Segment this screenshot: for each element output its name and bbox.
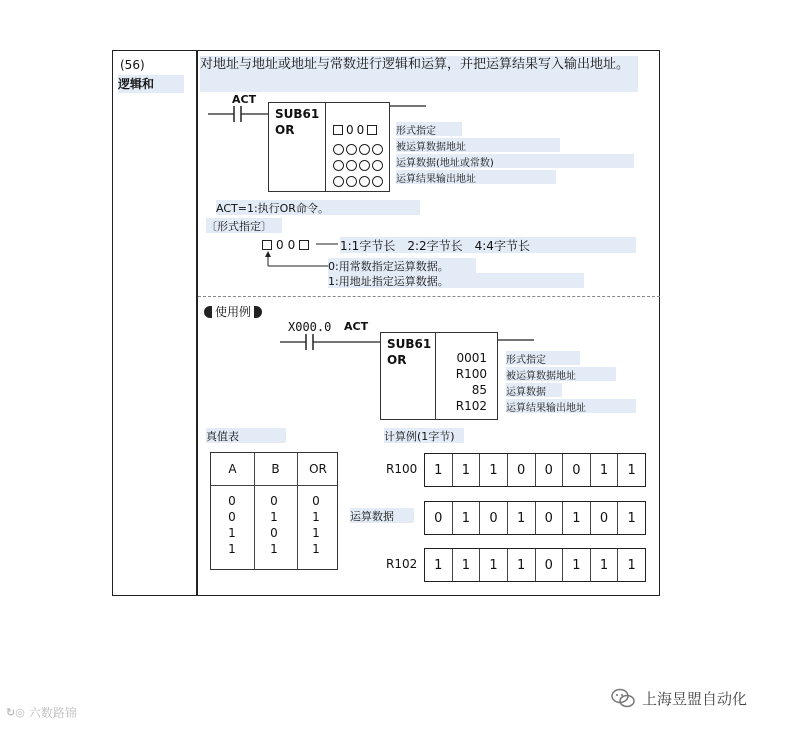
bit-cell: 1 xyxy=(627,510,636,526)
bit-cell: 1 xyxy=(480,549,508,581)
example-header xyxy=(204,303,262,320)
truth-header-b: B xyxy=(271,462,280,476)
column-divider xyxy=(196,50,198,596)
bit-cell: 1 xyxy=(627,557,636,573)
bit-cell: 1 xyxy=(453,454,481,486)
cell: 0 xyxy=(228,510,236,524)
calc-row-label-1: R100 xyxy=(386,462,418,476)
section-divider xyxy=(198,296,660,297)
cell: 1 xyxy=(228,526,236,540)
header-left-mark-icon xyxy=(204,306,212,318)
example-value-3: 85 xyxy=(471,383,487,397)
calc-row-label-3: R102 xyxy=(386,557,418,571)
bit-cell: 0 xyxy=(508,454,536,486)
block-output-line xyxy=(390,100,430,120)
act-label: ACT xyxy=(232,93,257,106)
table-row xyxy=(211,525,337,541)
format-slot-a xyxy=(333,125,343,135)
bit-cell: 0 xyxy=(536,454,564,486)
bit-cell: 0 xyxy=(536,502,564,534)
truth-table-body xyxy=(211,493,337,557)
bit-cell: 1 xyxy=(508,502,536,534)
param-label-3: 运算数据(地址或常数) xyxy=(396,154,634,168)
format-header: 〔形式指定〕 xyxy=(206,218,282,233)
example-param-1: 形式指定 xyxy=(506,351,580,365)
calc-row-2-bits xyxy=(424,501,646,535)
format-digit-1: 0 xyxy=(346,123,354,137)
example-param-3: 运算数据 xyxy=(506,383,562,397)
cell: 0 xyxy=(270,494,278,508)
bit-cell: 0 xyxy=(563,454,591,486)
bit-cell: 1 xyxy=(563,502,591,534)
truth-table xyxy=(210,452,338,570)
right-watermark xyxy=(610,687,747,709)
data-mode-option-0: 0:用常数指定运算数据。 xyxy=(328,258,476,273)
right-watermark-text: 上海昱盟自动化 xyxy=(642,689,748,708)
bit-cell: 1 xyxy=(425,454,453,486)
bit-cell: 1 xyxy=(453,549,481,581)
truth-header-or: OR xyxy=(309,462,327,476)
detail-digit-2: 0 xyxy=(287,238,296,252)
cell: 0 xyxy=(228,494,236,508)
wechat-icon xyxy=(610,687,636,709)
table-row xyxy=(211,541,337,557)
block-divider xyxy=(325,103,326,191)
bit-cell: 1 xyxy=(453,502,481,534)
left-watermark-text: 六数路锦 xyxy=(28,706,77,720)
watermark-logo-icon: ↻◎ xyxy=(6,706,25,719)
cell: 1 xyxy=(228,542,236,556)
param-label-4: 运算结果输出地址 xyxy=(396,170,556,184)
example-param-2: 被运算数据地址 xyxy=(506,367,616,381)
example-header-text: 使用例 xyxy=(215,305,252,319)
cell: 0 xyxy=(270,526,278,540)
bit-cell: 1 xyxy=(508,549,536,581)
calc-row-label-2: 运算数据 xyxy=(350,508,414,523)
example-func-name: OR xyxy=(387,353,407,367)
example-output-line xyxy=(498,334,538,348)
func-name: OR xyxy=(275,123,295,137)
example-value-2: R100 xyxy=(455,367,487,381)
example-block-divider xyxy=(435,333,436,419)
bit-cell: 1 xyxy=(591,549,619,581)
example-param-4: 运算结果输出地址 xyxy=(506,399,636,413)
detail-digit-1: 0 xyxy=(276,238,284,252)
calc-example-title: 计算例(1字节) xyxy=(384,428,464,443)
param-label-1: 形式指定 xyxy=(396,122,462,136)
table-row xyxy=(211,509,337,525)
function-block xyxy=(268,102,390,192)
circle-row-3 xyxy=(333,172,385,191)
cell: 1 xyxy=(270,510,278,524)
cell: 1 xyxy=(312,542,320,556)
truth-header-a: A xyxy=(228,462,237,476)
example-contact-label: X000.0 xyxy=(288,320,332,334)
cell: 1 xyxy=(270,542,278,556)
bit-cell: 1 xyxy=(563,549,591,581)
format-slot-b xyxy=(367,125,377,135)
calc-row-3-bits xyxy=(424,548,646,582)
truth-table-header-rule xyxy=(211,485,337,486)
bit-cell: 1 xyxy=(591,454,619,486)
bit-cell: 0 xyxy=(591,502,619,534)
instruction-name: 逻辑和 xyxy=(118,75,184,93)
truth-table-title: 真值表 xyxy=(206,428,286,443)
bit-cell: 0 xyxy=(425,502,453,534)
bit-cell: 0 xyxy=(536,549,564,581)
example-value-4: R102 xyxy=(455,399,487,413)
bit-cell: 1 xyxy=(425,549,453,581)
byte-length-options: 1:1字节长 2:2字节长 4:4字节长 xyxy=(340,237,636,253)
data-mode-option-1: 1:用地址指定运算数据。 xyxy=(328,273,584,288)
cell: 0 xyxy=(312,494,320,508)
bit-cell: 1 xyxy=(480,454,508,486)
func-code: SUB61 xyxy=(275,107,320,121)
act-note: ACT=1:执行OR命令。 xyxy=(216,200,420,215)
example-contact-symbol xyxy=(280,330,384,354)
calc-row-1-bits xyxy=(424,453,646,487)
param-label-2: 被运算数据地址 xyxy=(396,138,560,152)
bit-cell: 1 xyxy=(627,462,636,478)
example-act-label: ACT xyxy=(344,320,369,333)
left-watermark xyxy=(6,704,77,721)
header-right-mark-icon xyxy=(254,306,262,318)
instruction-description: 对地址与地址或地址与常数进行逻辑和运算，并把运算结果写入输出地址。 xyxy=(200,56,638,92)
cell: 1 xyxy=(312,526,320,540)
cell: 1 xyxy=(312,510,320,524)
example-value-1: 0001 xyxy=(456,351,487,365)
format-spec-slots xyxy=(333,123,377,137)
bit-cell: 0 xyxy=(480,502,508,534)
example-func-code: SUB61 xyxy=(387,337,432,351)
table-row xyxy=(211,493,337,509)
format-digit-2: 0 xyxy=(356,123,365,137)
example-function-block xyxy=(380,332,498,420)
instruction-number: (56) xyxy=(120,58,145,72)
